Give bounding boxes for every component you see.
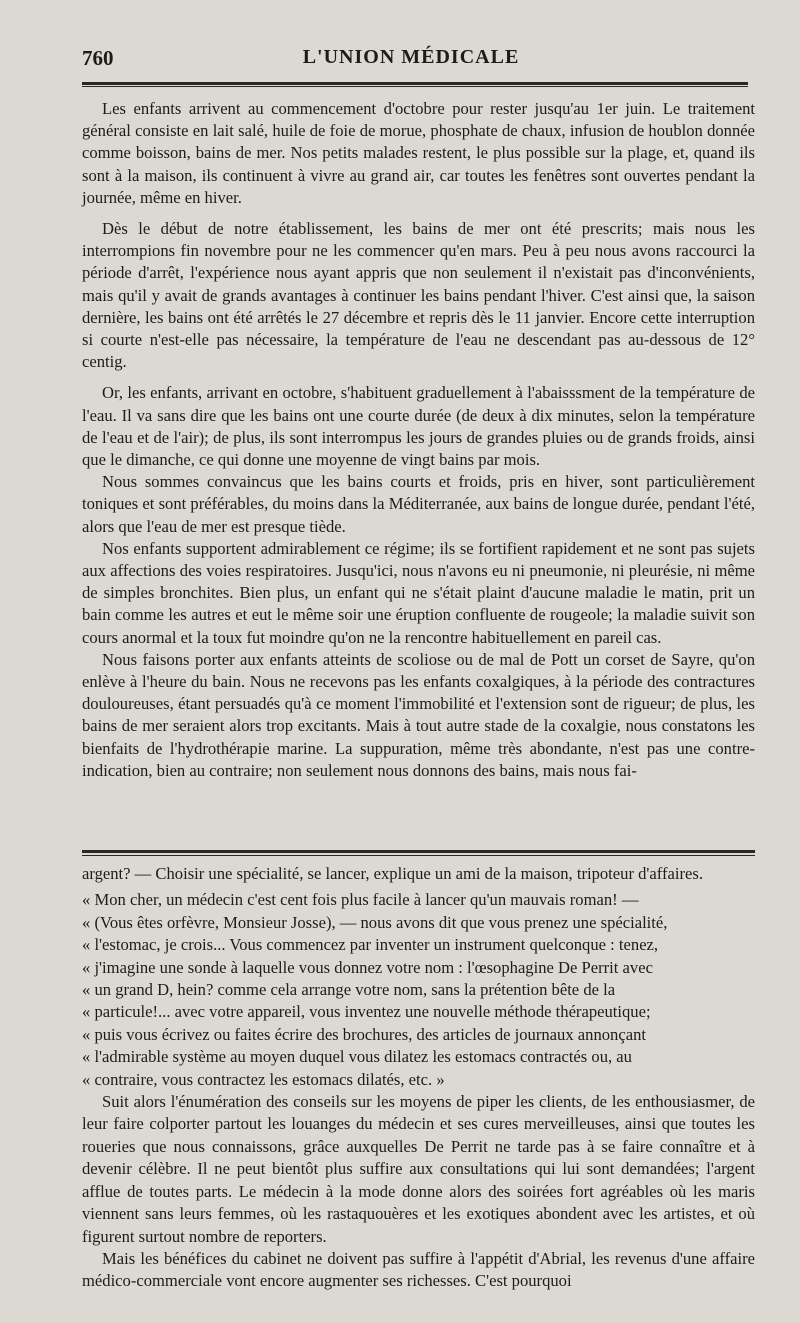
body-paragraph: Or, les enfants, arrivant en octobre, s'habituent graduellement à l'abaisssment de la température de l'eau. Il va sans dire que les bains ont une courte durée (de deux à dix minutes, selon la température de l'eau et de l'air); de plus, ils sont interrompus les jours de grandes pluies ou de grands froids, ainsi que le dimanche, ce qui donne une moyenne de vingt bains par mois. (82, 383, 755, 470)
quote-line: « l'estomac, je crois... Vous commencez par inventer un instrument quelconque : tenez, (82, 935, 659, 955)
footnote-quote (82, 889, 755, 1091)
quote-line: « particule!... avec votre appareil, vous inventez une nouvelle méthode thérapeutique; (82, 1002, 651, 1022)
page-number: 760 (82, 46, 114, 70)
quote-line: « un grand D, hein? comme cela arrange votre nom, sans la prétention bête de la (82, 980, 616, 1000)
footnote-paragraph: Mais les bénéfices du cabinet ne doivent pas suffire à l'appétit d'Abrial, les revenus d'une affaire médico-commerciale vont encore augmenter ses richesses. C'est pourquoi (82, 1248, 755, 1291)
quote-line: « contraire, vous contractez les estomacs dilatés, etc. » (82, 1069, 445, 1089)
body-paragraph: Nos enfants supportent admirablement ce régime; ils se fortifient rapidement et ne sont pas sujets aux affections des voies respiratoires. Jusqu'ici, nous n'avons eu ni pneumonie, ni pleurésie, ni même de simples bronchites. Bien plus, un enfant qui ne s'était plaint d'aucune maladie le matin, prit un bain comme les autres et eut le même soir une éruption confluente de rougeole; la maladie suivit son cours anormal et la toux fut moindre qu'on ne la rencontre habituellement en pareil cas. (82, 538, 755, 647)
footnote-lead: argent? — Choisir une spécialité, se lancer, explique un ami de la maison, tripoteur d'affaires. (82, 864, 704, 883)
running-title: L'UNION MÉDICALE (302, 46, 520, 68)
quote-line: « j'imagine une sonde à laquelle vous donnez votre nom : l'œsophagine De Perrit avec (82, 957, 653, 977)
body-paragraph: Nous sommes convaincus que les bains courts et froids, pris en hiver, sont particulièrement toniques et sont préférables, du moins dans la Méditerranée, aux bains de longue durée, pendant l'été, alors que l'eau de mer est presque tiède. (82, 472, 755, 536)
page-header (82, 46, 740, 76)
footnote-paragraph: Suit alors l'énumération des conseils sur les moyens de piper les clients, de les enthousiasmer, de leur faire colporter partout les louanges du médecin et ses cures merveilleuses, ainsi que toutes les roueries que nous connaissons, grâce auxquelles De Perrit ne tarde pas à se faire connaître et à devenir célèbre. Il ne peut bientôt plus suffire aux consultations qui lui sont demandées; l'argent afflue de toutes parts. Le médecin à la mode donne alors des soirées fort agréables où les maris viennent sans leurs femmes, où les rastaquouères et les exotiques abondent avec les artistes, et où figurent surtout nombre de reporters. (82, 1092, 755, 1246)
quote-line: « Mon cher, un médecin c'est cent fois plus facile à lancer qu'un mauvais roman! — (82, 890, 639, 910)
header-rule-thin (82, 86, 748, 87)
body-paragraph: Les enfants arrivent au commencement d'octobre pour rester jusqu'au 1er juin. Le traitement général consiste en lait salé, huile de foie de morue, phosphate de chaux, infusion de houblon donnée comme boisson, bains de mer. Nos petits malades restent, le plus possible sur la plage, et, quand ils sont à la maison, ils continuent à vivre au grand air, car toutes les fenêtres sont ouvertes pendant la journée, même en hiver. (82, 99, 755, 207)
quote-line: « (Vous êtes orfèvre, Monsieur Josse), — nous avons dit que vous prenez une spécialité, (82, 912, 668, 932)
footnote-divider-thick (82, 850, 755, 853)
body-paragraph: Nous faisons porter aux enfants atteints de scoliose ou de mal de Pott un corset de Sayre, qu'on enlève à l'heure du bain. Nous ne recevons pas les enfants coxalgiques, à la période des contractures douloureuses, étant persuadés qu'à ce moment l'immobilité et l'extension sont de rigueur; de plus, les bains de mer seraient alors trop excitants. Mais à tout autre stade de la coxalgie, nous constatons les bienfaits de l'hydrothérapie marine. La suppuration, même très abondante, n'est pas une contre-indication, bien au contraire; non seulement nous donnons des bains, mais nous fai- (82, 649, 755, 780)
body-paragraph: Dès le début de notre établissement, les bains de mer ont été prescrits; mais nous les interrompions fin novembre pour ne les commencer qu'en mars. Peu à peu nous avons raccourci la période d'arrêt, l'expérience nous ayant appris que non seulement il n'existait pas d'inconvénients, mais qu'il y avait de grands avantages à continuer les bains pendant l'hiver. C'est ainsi que, la saison dernière, les bains ont été arrêtés le 27 décembre et repris dès le 11 janvier. Encore cette interruption si courte n'est-elle pas nécessaire, la température de l'eau ne descendant pas au-dessous de 12° centig. (82, 219, 755, 372)
quote-line: « puis vous écrivez ou faites écrire des brochures, des articles de journaux annonçant (82, 1024, 646, 1044)
footnote (82, 863, 755, 1293)
footnote-divider-thin (82, 855, 755, 856)
quote-line: « l'admirable système au moyen duquel vous dilatez les estomacs contractés ou, au (82, 1047, 632, 1067)
main-body (82, 98, 755, 782)
header-rule-thick (82, 82, 748, 85)
